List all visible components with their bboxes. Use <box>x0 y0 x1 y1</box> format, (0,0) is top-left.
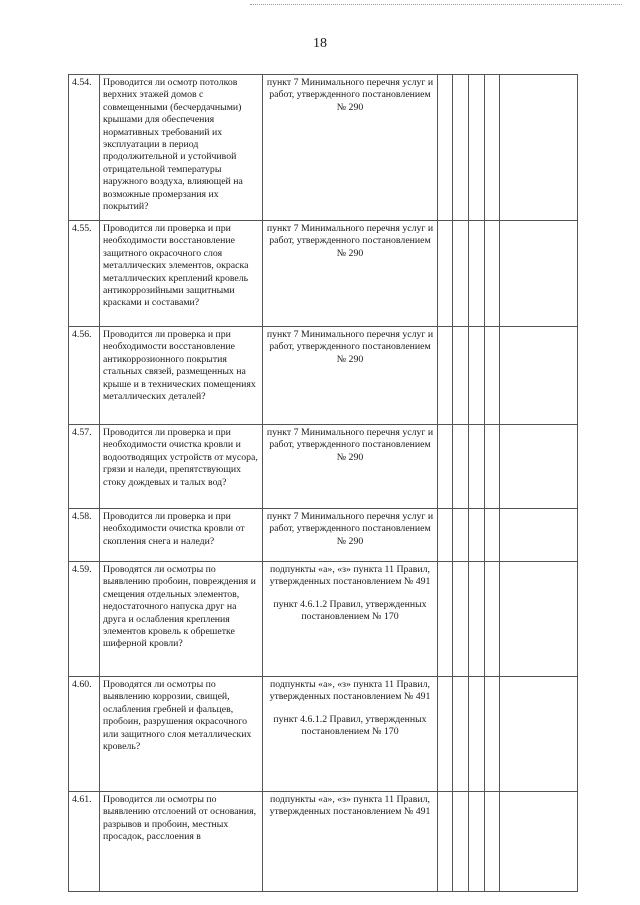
legal-reference: пункт 7 Минимального перечня услуг и работ, утвержденного постановлением № 290 <box>266 427 434 463</box>
legal-reference: пункт 4.6.1.2 Правил, утвержденных постановлением № 170 <box>273 713 427 738</box>
answer-cell <box>438 562 453 677</box>
question-cell: Проводится ли проверка и при необходимости очистка кровли и водоотводящих устройств от мусора, грязи и наледи, препятствующих стоку дождевых и талых вод? <box>100 425 263 509</box>
question-cell: Проводятся ли осмотры по выявлению коррозии, свищей, ослабления гребней и фальцев, пробоин, разрушения окрасочного или защитного слоя металлических кровель? <box>100 677 263 792</box>
answer-cell <box>469 792 485 892</box>
answer-cell <box>500 425 578 509</box>
table-row <box>69 562 578 677</box>
question-cell: Проводится ли осмотр потолков верхних этажей домов с совмещенными (бесчердачными) крышами для обеспечения нормативных требований их эксплуатации в период продолжительной и устойчивой отрицательной температуры наружного воздуха, влияющей на возможные промерзания их покрытий? <box>100 75 263 221</box>
row-number: 4.56. <box>69 327 100 425</box>
row-number: 4.57. <box>69 425 100 509</box>
answer-cell <box>485 327 500 425</box>
legal-reference: пункт 4.6.1.2 Правил, утвержденных постановлением № 170 <box>273 598 427 623</box>
table-row <box>69 221 578 327</box>
reference-spacer <box>266 589 434 599</box>
answer-cell <box>469 75 485 221</box>
legal-reference-cell <box>263 221 438 327</box>
answer-cell <box>438 425 453 509</box>
table-row <box>69 425 578 509</box>
answer-cell <box>453 221 469 327</box>
legal-reference: пункт 7 Минимального перечня услуг и работ, утвержденного постановлением № 290 <box>266 77 434 113</box>
answer-cell <box>485 75 500 221</box>
answer-cell <box>500 327 578 425</box>
legal-reference: пункт 7 Минимального перечня услуг и работ, утвержденного постановлением № 290 <box>266 329 434 365</box>
top-rule <box>250 4 622 5</box>
answer-cell <box>500 677 578 792</box>
question-cell: Проводится ли проверка и при необходимости очистка кровли от скопления снега и наледи? <box>100 509 263 562</box>
answer-cell <box>438 792 453 892</box>
question-cell: Проводится ли осмотры по выявлению отслоений от основания, разрывов и пробоин, местных просадок, расслоения в <box>100 792 263 892</box>
legal-reference-cell <box>263 327 438 425</box>
answer-cell <box>453 792 469 892</box>
answer-cell <box>500 75 578 221</box>
reference-spacer <box>266 704 434 714</box>
row-number: 4.59. <box>69 562 100 677</box>
legal-reference-cell <box>263 425 438 509</box>
answer-cell <box>469 221 485 327</box>
legal-reference: пункт 7 Минимального перечня услуг и работ, утвержденного постановлением № 290 <box>266 223 434 259</box>
answer-cell <box>469 327 485 425</box>
legal-reference-cell <box>263 792 438 892</box>
answer-cell <box>438 509 453 562</box>
answer-cell <box>469 425 485 509</box>
answer-cell <box>453 327 469 425</box>
question-cell: Проводится ли проверка и при необходимости восстановление защитного окрасочного слоя металлических элементов, окраска металлических креплений кровель антикоррозийными защитными красками и составами? <box>100 221 263 327</box>
answer-cell <box>500 221 578 327</box>
answer-cell <box>485 677 500 792</box>
table-row <box>69 75 578 221</box>
row-number: 4.58. <box>69 509 100 562</box>
answer-cell <box>438 677 453 792</box>
answer-cell <box>453 562 469 677</box>
answer-cell <box>500 509 578 562</box>
legal-reference: пункт 7 Минимального перечня услуг и работ, утвержденного постановлением № 290 <box>266 511 434 547</box>
row-number: 4.55. <box>69 221 100 327</box>
table-row <box>69 792 578 892</box>
question-cell: Проводятся ли осмотры по выявлению пробоин, повреждения и смещения отдельных элементов, недостаточного напуска друг на друга и ослабления крепления элементов кровель к обрешетке шиферной кровли? <box>100 562 263 677</box>
answer-cell <box>469 677 485 792</box>
row-number: 4.61. <box>69 792 100 892</box>
legal-reference-cell <box>263 562 438 677</box>
answer-cell <box>453 75 469 221</box>
answer-cell <box>485 792 500 892</box>
legal-reference-cell <box>263 75 438 221</box>
legal-reference-cell <box>263 509 438 562</box>
table-row <box>69 677 578 792</box>
legal-reference: подпункты «а», «з» пункта 11 Правил, утвержденных постановлением № 491 <box>269 794 431 818</box>
answer-cell <box>485 562 500 677</box>
question-cell: Проводится ли проверка и при необходимости восстановление антикоррозионного покрытия стальных связей, размещенных на крыше и в технических помещениях металлических деталей? <box>100 327 263 425</box>
row-number: 4.54. <box>69 75 100 221</box>
answer-cell <box>469 509 485 562</box>
answer-cell <box>438 327 453 425</box>
table-row <box>69 509 578 562</box>
answer-cell <box>485 221 500 327</box>
answer-cell <box>453 425 469 509</box>
answer-cell <box>500 792 578 892</box>
answer-cell <box>453 677 469 792</box>
table-row <box>69 327 578 425</box>
row-number: 4.60. <box>69 677 100 792</box>
answer-cell <box>500 562 578 677</box>
legal-reference-cell <box>263 677 438 792</box>
answer-cell <box>453 509 469 562</box>
page-number: 18 <box>313 36 327 51</box>
answer-cell <box>485 425 500 509</box>
answer-cell <box>469 562 485 677</box>
answer-cell <box>438 75 453 221</box>
legal-reference: подпункты «а», «з» пункта 11 Правил, утвержденных постановлением № 491 <box>269 564 431 588</box>
answer-cell <box>438 221 453 327</box>
checklist-table <box>68 74 578 892</box>
legal-reference: подпункты «а», «з» пункта 11 Правил, утвержденных постановлением № 491 <box>269 679 431 703</box>
answer-cell <box>485 509 500 562</box>
